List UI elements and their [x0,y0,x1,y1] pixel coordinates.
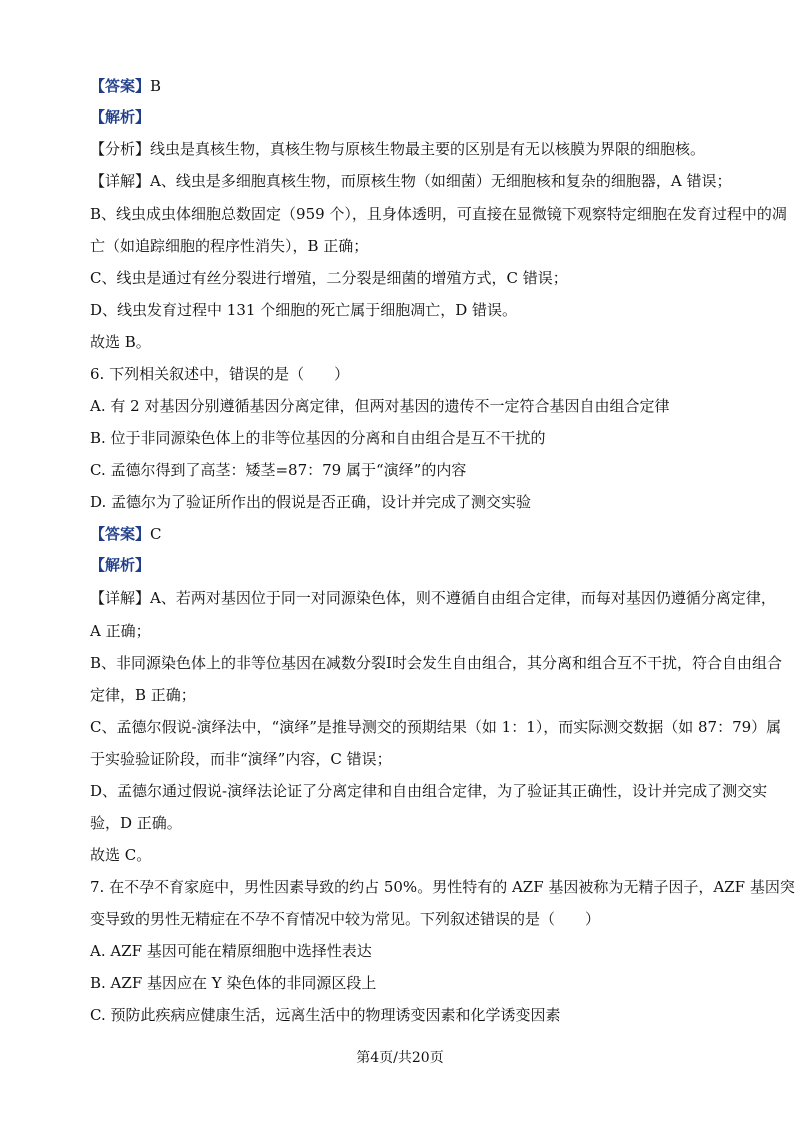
q6-detail-d2: 验，D 正确。 [90,814,182,832]
q5-fenxi-line [90,139,730,159]
q6-detail-b2: 定律，B 正确； [90,686,196,704]
q7-option-a: A. AZF 基因可能在精原细胞中选择性表达 [90,942,372,960]
q6-conclusion: 故选 C。 [90,846,152,864]
q5-fenxi-label: 【分析】 [90,140,151,158]
q5-detail-b2: 亡（如追踪细胞的程序性消失），B 正确； [90,237,369,255]
q7-stem-line1: 7. 在不孕不育家庭中，男性因素导致的约占 50%。男性特有的 AZF 基因被称为无精子因子，AZF 基因突 [90,878,795,896]
q6-detail-d1: D、孟德尔通过假说-演绎法论证了分离定律和自由组合定律，为了验证其正确性，设计并完成了测交实 [90,782,768,800]
q5-detail-b1: B、线虫成虫体细胞总数固定（959 个），且身体透明，可直接在显微镜下观察特定细胞在发育过程中的凋 [90,205,787,223]
q5-detail-a: A、线虫是多细胞真核生物，而原核生物（如细菌）无细胞核和复杂的细胞器，A 错误； [150,172,732,190]
q5-answer-line [90,76,730,96]
q5-detail-c: C、线虫是通过有丝分裂进行增殖，二分裂是细菌的增殖方式，C 错误； [90,269,568,287]
q6-detail-a1-line [90,588,776,608]
q5-analysis-label: 【解析】 [90,108,151,126]
q5-detail-a-line [90,171,730,191]
q6-detail-c1: C、孟德尔假说-演绎法中，“演绎”是推导测交的预期结果（如 1：1），而实际测交数据（如 87：79）属 [90,718,782,736]
q6-detail-c2: 于实验验证阶段，而非“演绎”内容，C 错误； [90,750,392,768]
q5-answer-label: 【答案】 [90,77,151,95]
q6-option-c: C. 孟德尔得到了高茎：矮茎=87：79 属于“演绎”的内容 [90,461,467,479]
q5-detail-d: D、线虫发育过程中 131 个细胞的死亡属于细胞凋亡，D 错误。 [90,301,517,319]
q6-stem: 6. 下列相关叙述中，错误的是（ ） [90,365,350,383]
q6-detail-a1: A、若两对基因位于同一对同源染色体，则不遵循自由组合定律，而每对基因仍遵循分离定律， [150,589,776,607]
q6-analysis-line [90,555,730,575]
q5-conclusion: 故选 B。 [90,333,151,351]
q6-option-d: D. 孟德尔为了验证所作出的假说是否正确，设计并完成了测交实验 [90,493,532,511]
q7-option-c: C. 预防此疾病应健康生活，远离生活中的物理诱变因素和化学诱变因素 [90,1006,561,1024]
q5-fenxi-text: 线虫是真核生物，真核生物与原核生物最主要的区别是有无以核膜为界限的细胞核。 [150,140,706,158]
q6-analysis-label: 【解析】 [90,556,151,574]
q6-detail-label: 【详解】 [90,589,151,607]
q6-option-a: A. 有 2 对基因分别遵循基因分离定律，但两对基因的遗传不一定符合基因自由组合定律 [90,397,670,415]
q6-detail-a2: A 正确； [90,622,151,640]
q6-answer-label: 【答案】 [90,525,151,543]
q6-answer-value: C [150,525,162,543]
q6-answer-line [90,524,730,544]
q7-option-b: B. AZF 基因应在 Y 染色体的非同源区段上 [90,974,377,992]
q5-answer-value: B [150,77,162,95]
page-footer: 第4页/共20页 [356,1050,444,1066]
q6-detail-b1: B、非同源染色体上的非等位基因在减数分裂Ⅰ时会发生自由组合，其分离和组合互不干扰，符合自由组合 [90,654,782,672]
q6-option-b: B. 位于非同源染色体上的非等位基因的分离和自由组合是互不干扰的 [90,429,546,447]
q5-analysis-line [90,107,730,127]
q7-stem-line2: 变导致的男性无精症在不孕不育情况中较为常见。下列叙述错误的是（ ） [90,910,601,928]
q5-detail-label: 【详解】 [90,172,151,190]
